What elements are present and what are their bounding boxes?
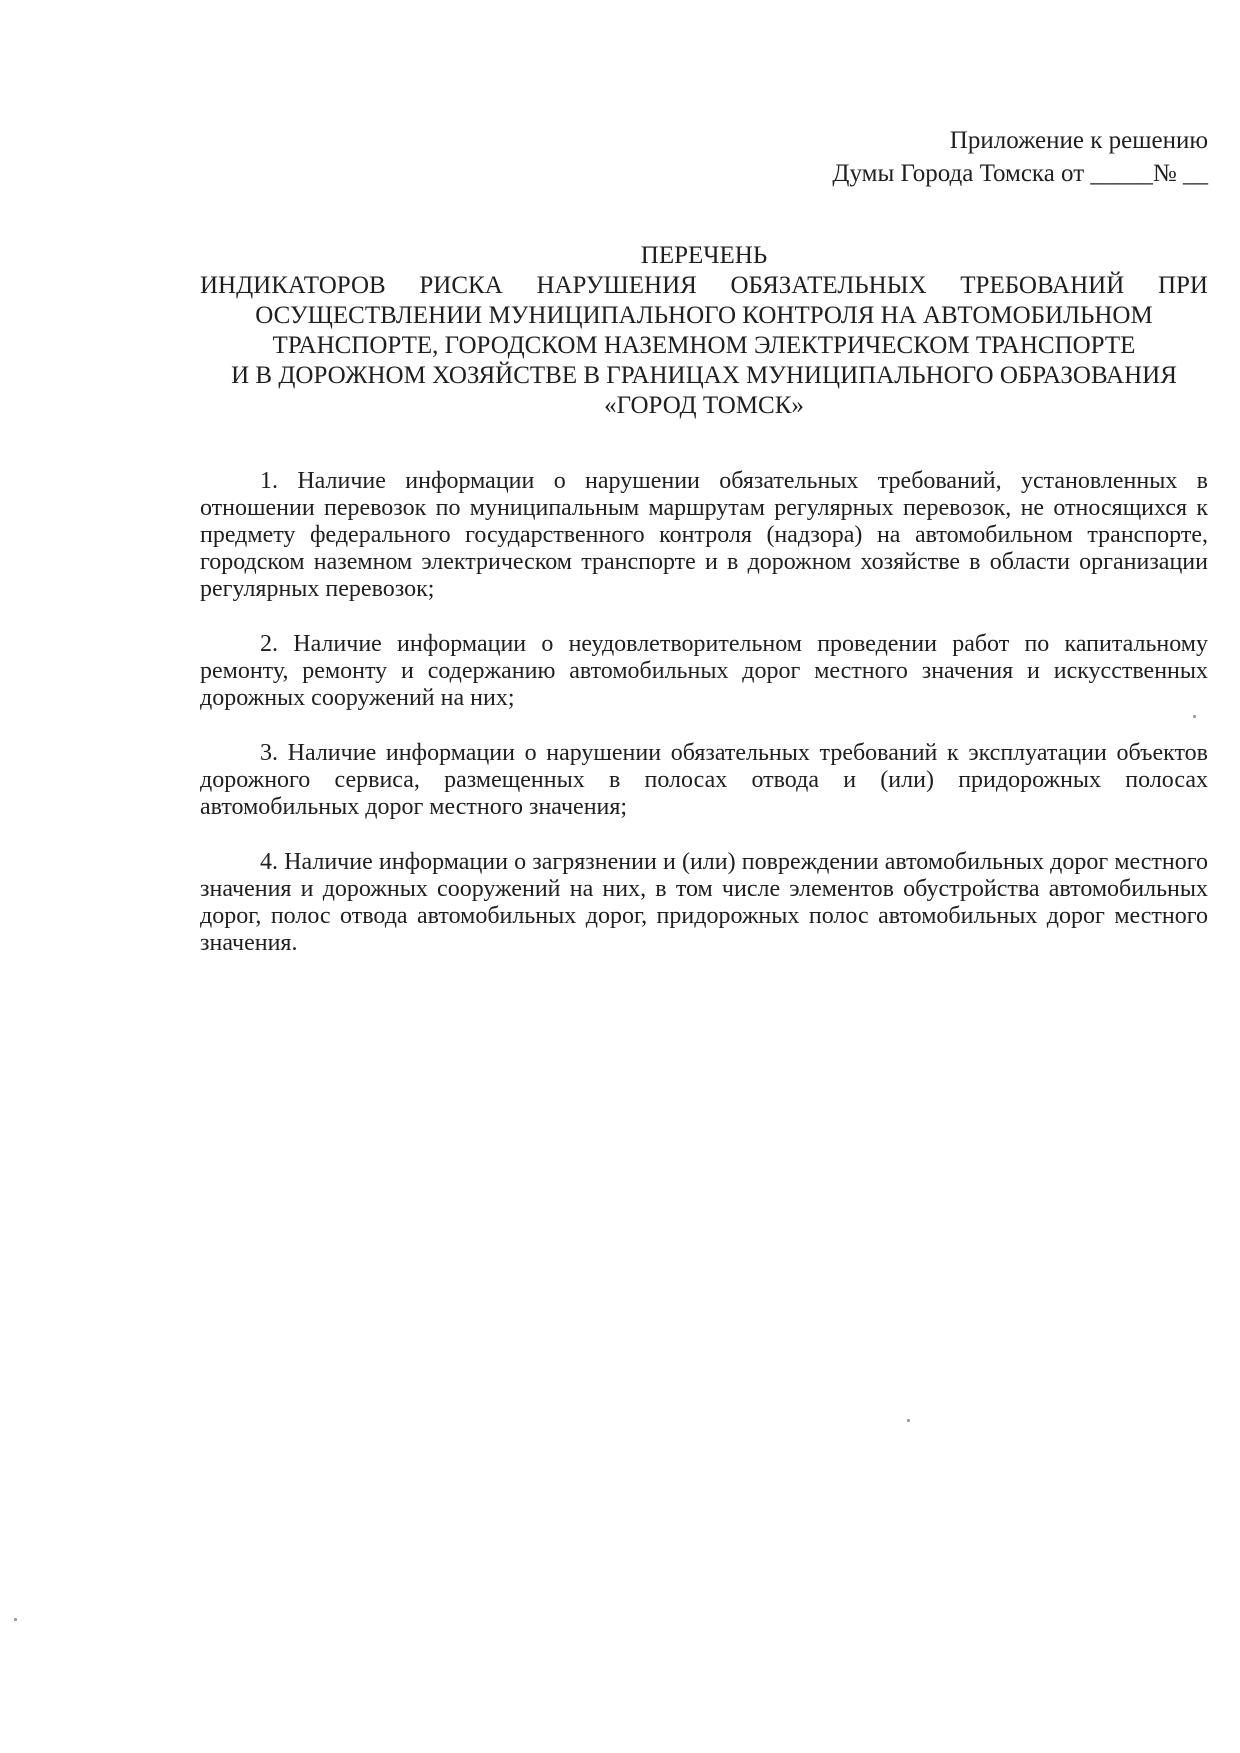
appendix-header-line1: Приложение к решению bbox=[949, 127, 1208, 154]
scan-speck bbox=[1193, 715, 1196, 718]
title-line-5: И В ДОРОЖНОМ ХОЗЯЙСТВЕ В ГРАНИЦАХ МУНИЦИПАЛЬНОГО ОБРАЗОВАНИЯ bbox=[231, 362, 1177, 389]
appendix-date-blank: _____ bbox=[1090, 160, 1153, 187]
title-line-2: ИНДИКАТОРОВ РИСКА НАРУШЕНИЯ ОБЯЗАТЕЛЬНЫХ ТРЕБОВАНИЙ ПРИ bbox=[200, 272, 1208, 299]
title-line-4: ТРАНСПОРТЕ, ГОРОДСКОМ НАЗЕМНОМ ЭЛЕКТРИЧЕСКОМ ТРАНСПОРТЕ bbox=[272, 332, 1136, 359]
appendix-number-blank: __ bbox=[1183, 160, 1208, 187]
appendix-header-line2 bbox=[700, 157, 1208, 190]
list-item-4: 4. Наличие информации о загрязнении и (или) повреждении автомобильных дорог местного значения и дорожных сооружений на них, в том числе элементов обустройства автомобильных дорог, полос отвода автомобильных дорог, придорожных полос автомобильных дорог местного значения. bbox=[200, 849, 1208, 956]
list-item-3: 3. Наличие информации о нарушении обязательных требований к эксплуатации объектов дорожного сервиса, размещенных в полосах отвода и (или) придорожных полосах автомобильных дорог местного значения; bbox=[200, 740, 1208, 820]
title-line-3: ОСУЩЕСТВЛЕНИИ МУНИЦИПАЛЬНОГО КОНТРОЛЯ НА АВТОМОБИЛЬНОМ bbox=[255, 302, 1153, 329]
appendix-header-prefix: Думы Города Томска от bbox=[832, 160, 1085, 187]
title-line-1: ПЕРЕЧЕНЬ bbox=[640, 242, 768, 269]
document-body bbox=[200, 468, 1208, 985]
appendix-header bbox=[700, 124, 1208, 190]
list-item-2: 2. Наличие информации о неудовлетворительном проведении работ по капитальному ремонту, ремонту и содержанию автомобильных дорог местного значения и искусственных дорожных сооружений на них; bbox=[200, 631, 1208, 711]
document-title bbox=[200, 241, 1208, 421]
title-line-6: «ГОРОД ТОМСК» bbox=[604, 392, 804, 419]
appendix-number-sign: № bbox=[1152, 160, 1177, 187]
list-item-1: 1. Наличие информации о нарушении обязательных требований, установленных в отношении перевозок по муниципальным маршрутам регулярных перевозок, не относящихся к предмету федерального государственного контроля (надзора) на автомобильном транспорте, городском наземном электрическом транспорте и в дорожном хозяйстве в области организации регулярных перевозок; bbox=[200, 468, 1208, 602]
scan-speck bbox=[907, 1419, 910, 1422]
scan-speck bbox=[14, 1618, 17, 1621]
